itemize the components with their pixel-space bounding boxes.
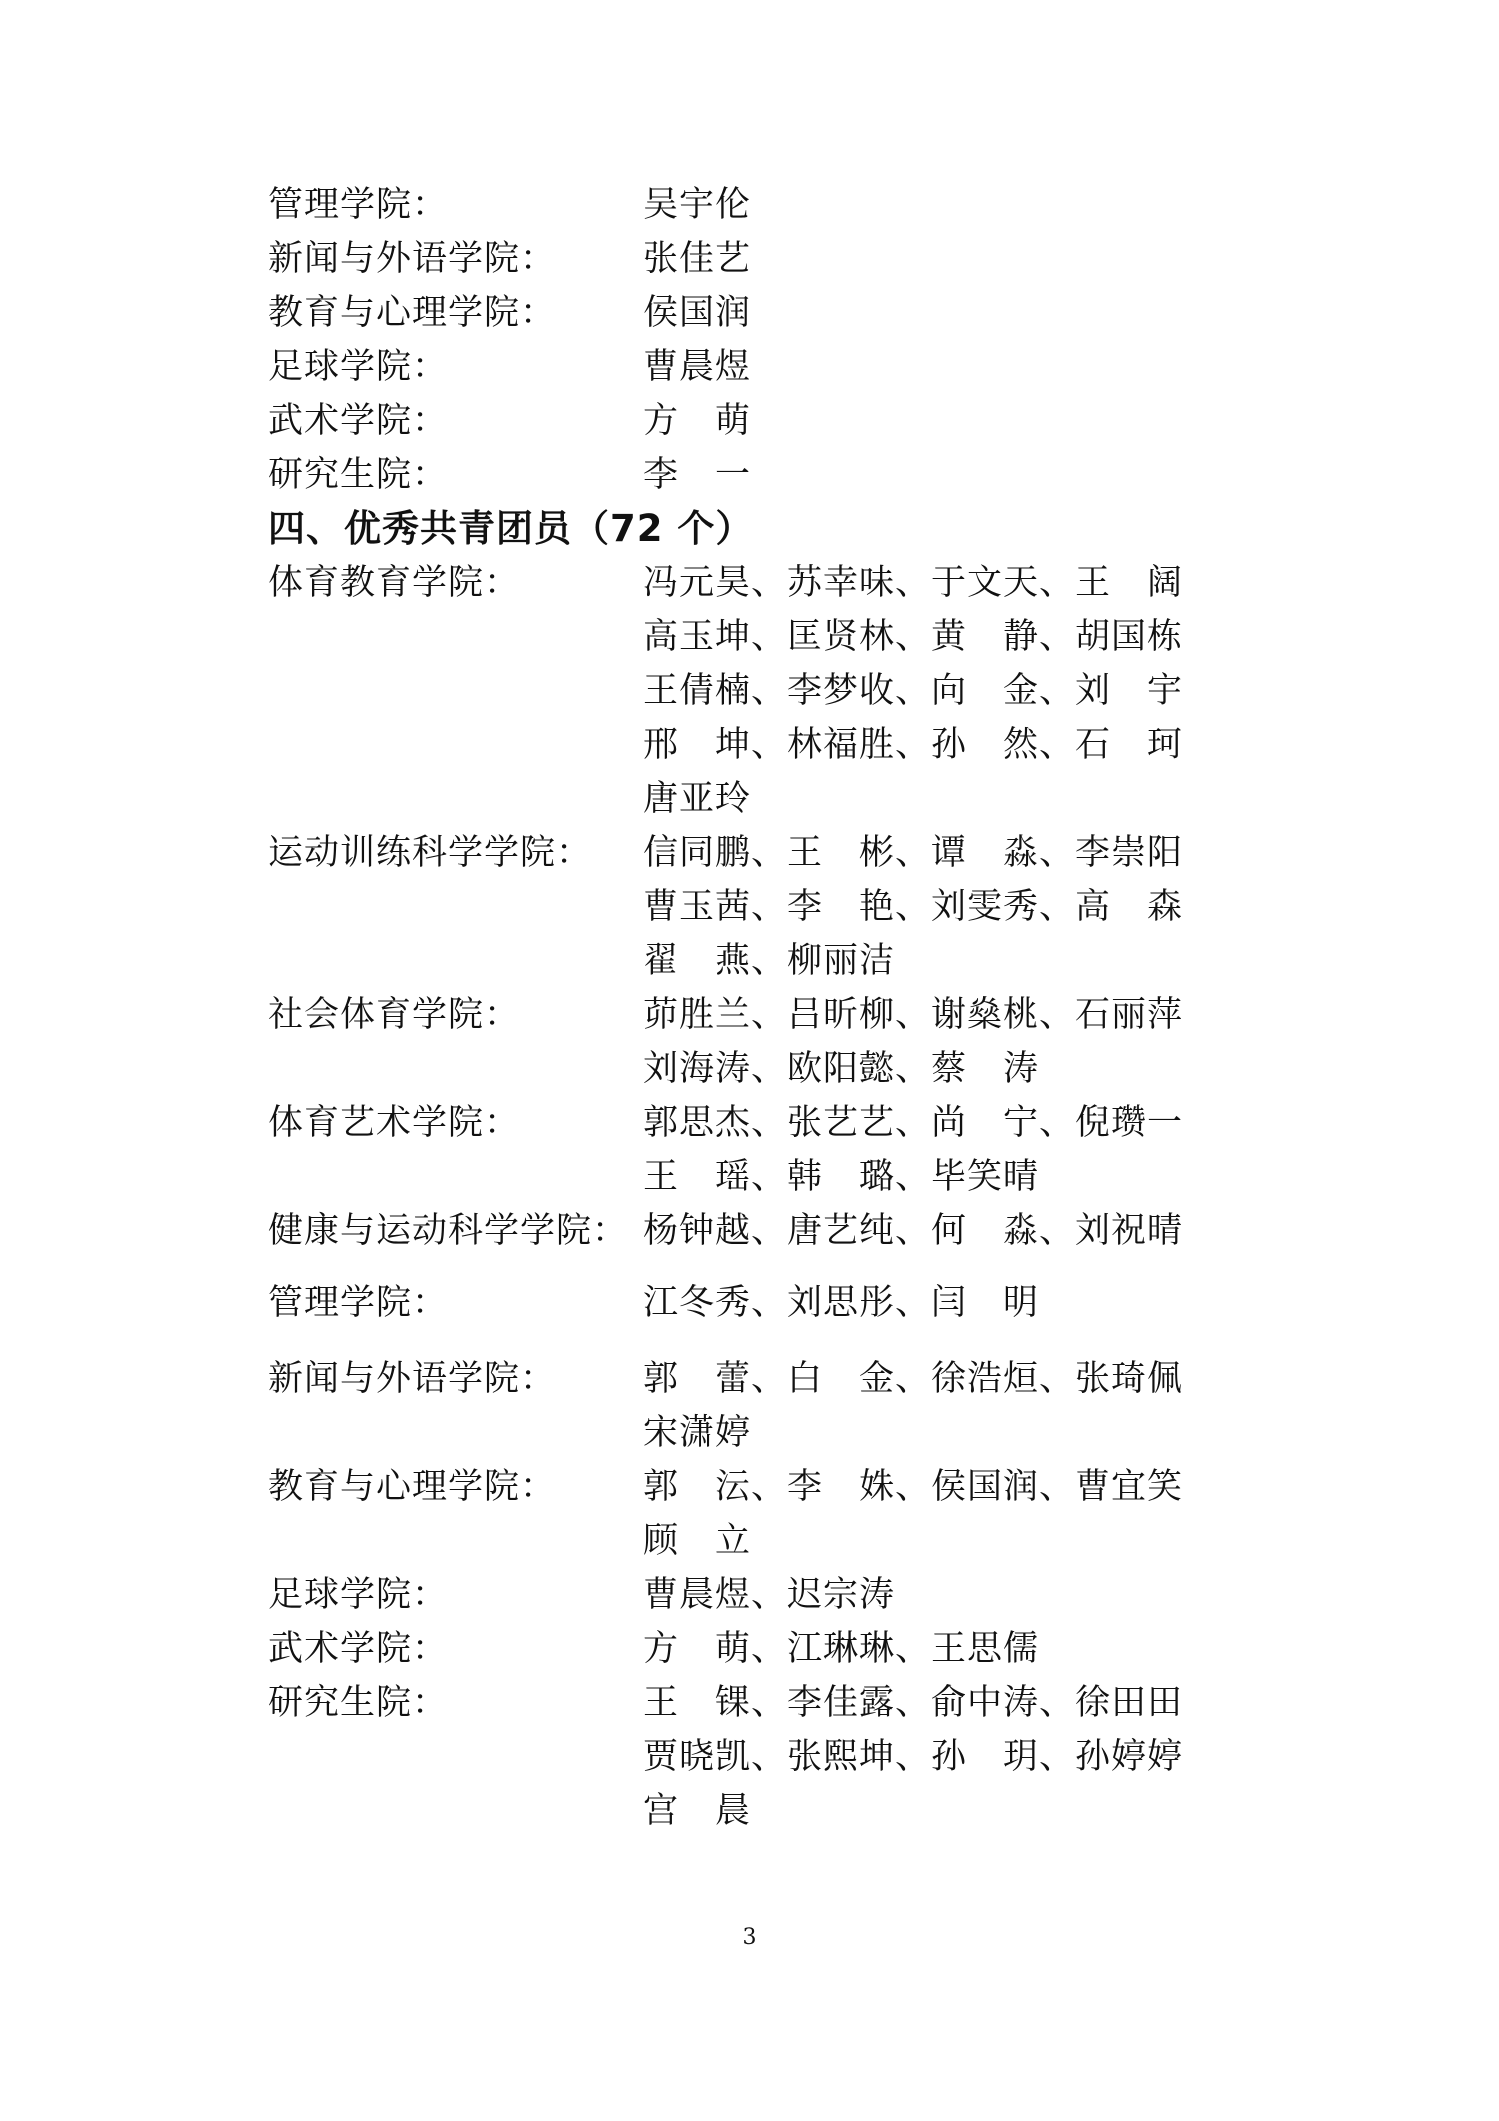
- name-line: 侯国润: [643, 293, 752, 333]
- page-number: 3: [742, 1925, 757, 1950]
- name-line: 郭 蕾、白 金、徐浩烜、张琦佩: [643, 1359, 1184, 1399]
- name-line: 杨钟越、唐艺纯、何 淼、刘祝晴: [643, 1211, 1184, 1251]
- college-label: 教育与心理学院：: [268, 1467, 557, 1507]
- name-line: 曹玉茜、李 艳、刘雯秀、高 森: [643, 887, 1184, 927]
- recipient-names: [643, 239, 1183, 293]
- recipient-names: [643, 1629, 1183, 1683]
- name-line: 郭 沄、李 姝、侯国润、曹宜笑: [643, 1467, 1184, 1507]
- college-label: 足球学院：: [268, 347, 449, 387]
- recipient-names: [643, 1575, 1183, 1629]
- college-label: 体育艺术学院：: [268, 1103, 521, 1143]
- name-line: 刘海涛、欧阳懿、蔡 涛: [643, 1049, 1040, 1089]
- college-label: 教育与心理学院：: [268, 293, 557, 333]
- name-line: 张佳艺: [643, 239, 752, 279]
- college-label: 足球学院：: [268, 1575, 449, 1615]
- name-line: 茆胜兰、吕昕柳、谢燊桃、石丽萍: [643, 995, 1184, 1035]
- name-line: 方 萌: [643, 401, 752, 441]
- college-label: 新闻与外语学院：: [268, 239, 557, 279]
- name-line: 翟 燕、柳丽洁: [643, 941, 896, 981]
- name-line: 曹晨煜、迟宗涛: [643, 1575, 896, 1615]
- college-label: 研究生院：: [268, 455, 449, 495]
- name-line: 顾 立: [643, 1521, 752, 1561]
- college-label: 新闻与外语学院：: [268, 1359, 557, 1399]
- college-label: 社会体育学院：: [268, 995, 521, 1035]
- name-line: 郭思杰、张艺艺、尚 宁、倪瓒一: [643, 1103, 1184, 1143]
- recipient-names: [643, 293, 1183, 347]
- recipient-names: [643, 563, 1183, 833]
- recipient-names: [643, 995, 1183, 1103]
- recipient-names: [643, 1103, 1183, 1211]
- recipient-names: [643, 1683, 1183, 1845]
- name-line: 信同鹏、王 彬、谭 淼、李崇阳: [643, 833, 1184, 873]
- recipient-names: [643, 1359, 1183, 1467]
- recipient-names: [643, 401, 1183, 455]
- college-label: 研究生院：: [268, 1683, 449, 1723]
- name-line: 方 萌、江琳琳、王思儒: [643, 1629, 1040, 1669]
- college-label: 管理学院：: [268, 1283, 449, 1323]
- name-line: 曹晨煜: [643, 347, 752, 387]
- recipient-names: [643, 833, 1183, 995]
- name-line: 宋潇婷: [643, 1413, 752, 1453]
- recipient-names: [643, 1283, 1183, 1337]
- name-line: 王 锞、李佳露、俞中涛、徐田田: [643, 1683, 1184, 1723]
- name-line: 江冬秀、刘思彤、闫 明: [643, 1283, 1040, 1323]
- name-line: 高玉坤、匡贤林、黄 静、胡国栋: [643, 617, 1184, 657]
- name-line: 冯元昊、苏幸味、于文天、王 阔: [643, 563, 1184, 603]
- college-label: 管理学院：: [268, 185, 449, 225]
- recipient-names: [643, 185, 1183, 239]
- name-line: 贾晓凯、张熙坤、孙 玥、孙婷婷: [643, 1737, 1184, 1777]
- college-label: 健康与运动科学学院：: [268, 1211, 629, 1251]
- recipient-names: [643, 455, 1183, 509]
- name-line: 宫 晨: [643, 1791, 752, 1831]
- recipient-names: [643, 347, 1183, 401]
- name-line: 李 一: [643, 455, 752, 495]
- name-line: 王倩楠、李梦收、向 金、刘 宇: [643, 671, 1184, 711]
- section-heading: 四、优秀共青团员（72 个）: [268, 507, 754, 550]
- college-label: 运动训练科学学院：: [268, 833, 593, 873]
- name-line: 王 瑶、韩 璐、毕笑晴: [643, 1157, 1040, 1197]
- name-line: 唐亚玲: [643, 779, 752, 819]
- name-line: 邢 坤、林福胜、孙 然、石 珂: [643, 725, 1184, 765]
- college-label: 武术学院：: [268, 1629, 449, 1669]
- recipient-names: [643, 1467, 1183, 1575]
- college-label: 武术学院：: [268, 401, 449, 441]
- name-line: 吴宇伦: [643, 185, 752, 225]
- college-label: 体育教育学院：: [268, 563, 521, 603]
- recipient-names: [643, 1211, 1183, 1265]
